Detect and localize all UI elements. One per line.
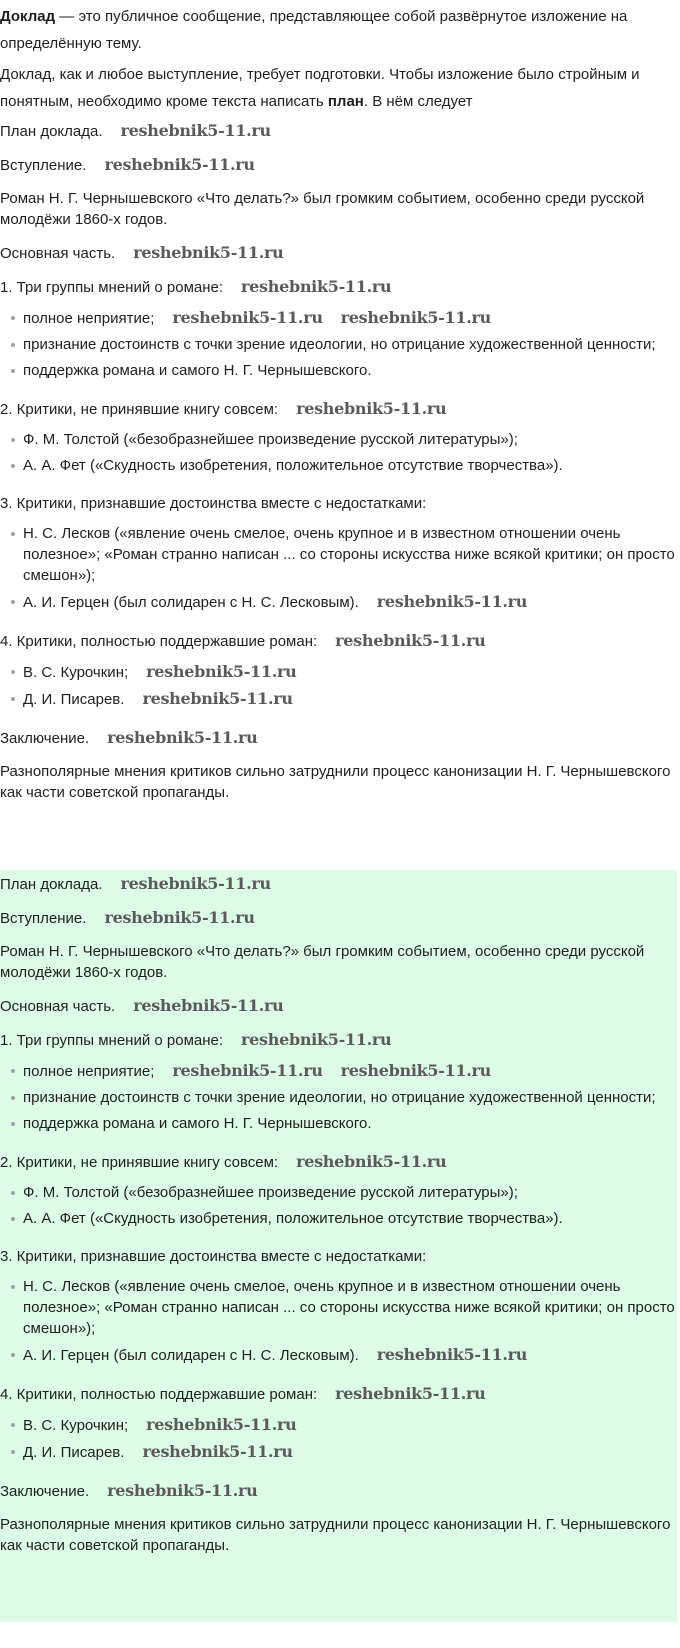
plan-title-line	[0, 873, 677, 895]
group-heading-line	[0, 276, 677, 298]
group-heading-line	[0, 1029, 677, 1051]
list-item-text: поддержка романа и самого Н. Г. Чернышевского.	[23, 362, 372, 379]
term: Доклад	[0, 8, 56, 25]
list-item-text: В. С. Курочкин;	[23, 664, 129, 681]
list-item	[0, 307, 677, 329]
main-heading-line	[0, 242, 677, 264]
preparation-paragraph	[0, 61, 675, 115]
watermark: reshebnik5-11.ru	[133, 243, 284, 262]
bullet-list	[0, 1414, 677, 1463]
list-item-text: А. А. Фет («Скудность изобретения, положительное отсутствие творчества»).	[23, 457, 563, 474]
conclusion-text: Разнополярные мнения критиков сильно затруднили процесс канонизации Н. Г. Чернышевского как части советской пропаганды.	[0, 1516, 671, 1554]
bullet-icon	[11, 697, 15, 701]
watermark: reshebnik5-11.ru	[340, 308, 491, 327]
group-heading: 3. Критики, признавшие достоинства вместе с недостатками:	[0, 495, 427, 512]
list-item	[0, 523, 677, 586]
list-item-text: А. И. Герцен (был солидарен с Н. С. Лесковым).	[23, 1347, 359, 1364]
watermark: reshebnik5-11.ru	[172, 308, 323, 327]
main-heading: Основная часть.	[0, 245, 116, 262]
list-item	[0, 688, 677, 710]
list-item	[0, 334, 677, 355]
bullet-icon	[11, 1423, 15, 1427]
list-item-text: поддержка романа и самого Н. Г. Чернышевского.	[23, 1115, 372, 1132]
main-heading: Основная часть.	[0, 998, 116, 1015]
group-heading: 3. Критики, признавшие достоинства вместе с недостатками:	[0, 1248, 427, 1265]
list-item	[0, 1344, 677, 1366]
conclusion-heading-line	[0, 727, 677, 749]
watermark: reshebnik5-11.ru	[335, 631, 486, 650]
intro-section	[0, 3, 675, 115]
watermark: reshebnik5-11.ru	[296, 399, 447, 418]
watermark: reshebnik5-11.ru	[107, 728, 258, 747]
group-heading-line	[0, 1246, 677, 1267]
watermark: reshebnik5-11.ru	[104, 155, 255, 174]
intro-text: Роман Н. Г. Чернышевского «Что делать?» был громким событием, особенно среди русской молодёжи 1860-х годов.	[0, 943, 645, 981]
bullet-icon	[11, 1096, 15, 1100]
intro-text-line	[0, 941, 677, 983]
watermark: reshebnik5-11.ru	[335, 1384, 486, 1403]
bullet-icon	[11, 670, 15, 674]
bullet-icon	[11, 1069, 15, 1073]
list-item	[0, 1113, 677, 1134]
group-heading: 1. Три группы мнений о романе:	[0, 279, 224, 296]
list-item-text: признание достоинств с точки зрение идеологии, но отрицание художественной ценности;	[23, 336, 656, 353]
bullet-icon	[11, 438, 15, 442]
list-item	[0, 429, 677, 450]
group-heading-line	[0, 398, 677, 420]
list-item	[0, 591, 677, 613]
list-item	[0, 661, 677, 683]
list-item	[0, 1182, 677, 1203]
bullet-icon	[11, 343, 15, 347]
list-item	[0, 1087, 677, 1108]
bullet-list	[0, 1182, 677, 1229]
main-heading-line	[0, 995, 677, 1017]
intro-heading: Вступление.	[0, 910, 87, 927]
bullet-icon	[11, 532, 15, 536]
conclusion-heading-line	[0, 1480, 677, 1502]
intro-text-line	[0, 188, 677, 230]
plan-title: План доклада.	[0, 876, 103, 893]
plan-title: План доклада.	[0, 123, 103, 140]
watermark: reshebnik5-11.ru	[376, 592, 528, 611]
intro-heading-line	[0, 907, 677, 929]
list-item	[0, 455, 677, 476]
conclusion-heading: Заключение.	[0, 730, 90, 747]
watermark: reshebnik5-11.ru	[376, 1345, 528, 1364]
watermark: reshebnik5-11.ru	[107, 1481, 258, 1500]
watermark: reshebnik5-11.ru	[146, 662, 297, 681]
list-item-text: полное неприятие;	[23, 310, 155, 327]
conclusion-text-line	[0, 1514, 677, 1556]
definition-text: — это публичное сообщение, представляющее собой развёрнутое изложение на определённую тему.	[0, 8, 628, 52]
plan-section	[0, 120, 677, 815]
list-item-text: А. И. Герцен (был солидарен с Н. С. Лесковым).	[23, 594, 359, 611]
group-heading: 4. Критики, полностью поддержавшие роман:	[0, 1386, 318, 1403]
bullet-icon	[11, 316, 15, 320]
watermark: reshebnik5-11.ru	[296, 1152, 447, 1171]
bullet-icon	[11, 1122, 15, 1126]
watermark: reshebnik5-11.ru	[172, 1061, 323, 1080]
bullet-icon	[11, 464, 15, 468]
list-item-text: Ф. М. Толстой («безобразнейшее произведение русской литературы»);	[23, 431, 518, 448]
list-item	[0, 1441, 677, 1463]
group-heading-line	[0, 493, 677, 514]
bullet-icon	[11, 1217, 15, 1221]
list-item-text: Н. С. Лесков («явление очень смелое, очень крупное и в известном отношении очень полезное»; «Роман странно написан ... со стороны искусства ниже всякой критики; он просто смешон»);	[23, 1278, 675, 1337]
group-heading-line	[0, 1151, 677, 1173]
intro-heading: Вступление.	[0, 157, 87, 174]
conclusion-heading: Заключение.	[0, 1483, 90, 1500]
list-item-text: Д. И. Писарев.	[23, 691, 125, 708]
preparation-text-end: . В нём следует	[363, 93, 473, 110]
list-item-text: В. С. Курочкин;	[23, 1417, 129, 1434]
watermark: reshebnik5-11.ru	[241, 277, 392, 296]
watermark: reshebnik5-11.ru	[120, 874, 271, 893]
intro-text: Роман Н. Г. Чернышевского «Что делать?» был громким событием, особенно среди русской молодёжи 1860-х годов.	[0, 190, 645, 228]
watermark: reshebnik5-11.ru	[133, 996, 284, 1015]
list-item-text: признание достоинств с точки зрение идеологии, но отрицание художественной ценности;	[23, 1089, 656, 1106]
bullet-icon	[11, 1353, 15, 1357]
watermark: reshebnik5-11.ru	[241, 1030, 392, 1049]
bullet-list	[0, 1276, 677, 1366]
watermark: reshebnik5-11.ru	[142, 1442, 293, 1461]
bullet-list	[0, 661, 677, 710]
definition-paragraph	[0, 3, 675, 57]
list-item-text: Н. С. Лесков («явление очень смелое, очень крупное и в известном отношении очень полезное»; «Роман странно написан ... со стороны искусства ниже всякой критики; он просто смешон»);	[23, 525, 675, 584]
list-item	[0, 1208, 677, 1229]
watermark: reshebnik5-11.ru	[120, 121, 271, 140]
list-item	[0, 1414, 677, 1436]
plan-section-highlighted	[0, 870, 677, 1622]
group-heading-line	[0, 1383, 677, 1405]
bullet-icon	[11, 1191, 15, 1195]
conclusion-text: Разнополярные мнения критиков сильно затруднили процесс канонизации Н. Г. Чернышевского как части советской пропаганды.	[0, 763, 671, 801]
bullet-list	[0, 429, 677, 476]
list-item	[0, 1276, 677, 1339]
bullet-icon	[11, 600, 15, 604]
bullet-list	[0, 307, 677, 381]
watermark: reshebnik5-11.ru	[340, 1061, 491, 1080]
plan-title-line	[0, 120, 677, 142]
group-heading: 2. Критики, не принявшие книгу совсем:	[0, 1154, 279, 1171]
group-heading: 1. Три группы мнений о романе:	[0, 1032, 224, 1049]
conclusion-text-line	[0, 761, 677, 803]
intro-heading-line	[0, 154, 677, 176]
bullet-list	[0, 523, 677, 613]
watermark: reshebnik5-11.ru	[104, 908, 255, 927]
bullet-icon	[11, 369, 15, 373]
bullet-list	[0, 1060, 677, 1134]
watermark: reshebnik5-11.ru	[142, 689, 293, 708]
list-item	[0, 1060, 677, 1082]
list-item-text: полное неприятие;	[23, 1063, 155, 1080]
group-heading-line	[0, 630, 677, 652]
list-item-text: Д. И. Писарев.	[23, 1444, 125, 1461]
group-heading: 4. Критики, полностью поддержавшие роман:	[0, 633, 318, 650]
watermark: reshebnik5-11.ru	[146, 1415, 297, 1434]
preparation-text: Доклад, как и любое выступление, требует подготовки. Чтобы изложение было стройным и понятным, необходимо кроме текста написать	[0, 66, 640, 110]
group-heading: 2. Критики, не принявшие книгу совсем:	[0, 401, 279, 418]
list-item-text: Ф. М. Толстой («безобразнейшее произведение русской литературы»);	[23, 1184, 518, 1201]
bullet-icon	[11, 1450, 15, 1454]
bullet-icon	[11, 1285, 15, 1289]
plan-term: план	[327, 93, 364, 110]
list-item-text: А. А. Фет («Скудность изобретения, положительное отсутствие творчества»).	[23, 1210, 563, 1227]
list-item	[0, 360, 677, 381]
